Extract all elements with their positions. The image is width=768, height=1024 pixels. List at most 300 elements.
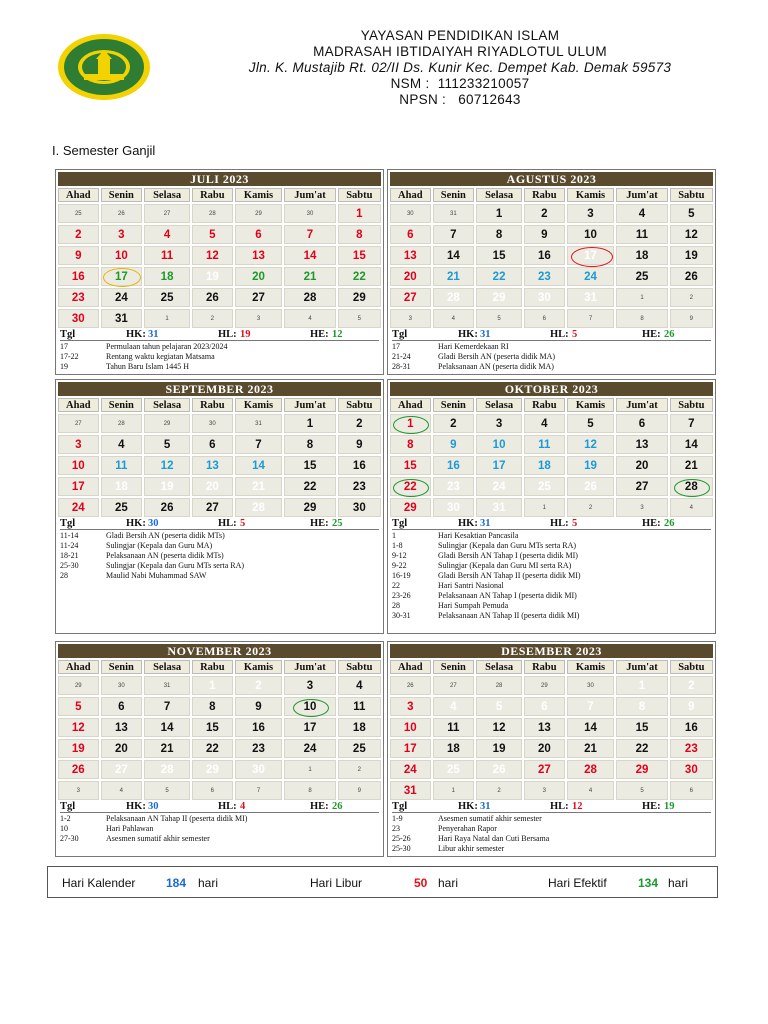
- day-cell: 14: [670, 435, 713, 454]
- month-notes: [56, 530, 383, 581]
- day-cell: 4: [101, 435, 143, 454]
- day-cell: 23: [235, 739, 283, 758]
- note-date: 10: [60, 824, 68, 833]
- week-row: [390, 498, 713, 517]
- day-cell: 30: [670, 760, 713, 779]
- note-text: Gladi Bersih AN (peserta didik MA): [438, 352, 556, 361]
- day-cell: 21: [144, 739, 190, 758]
- hk-value: 31: [148, 329, 159, 340]
- week-row: [390, 267, 713, 286]
- day-cell: 18: [101, 477, 143, 496]
- month-stats: [392, 519, 711, 530]
- day-cell: 3: [58, 781, 99, 800]
- month-stats: [392, 330, 711, 341]
- hl-value: 4: [240, 801, 246, 812]
- day-cell: 4: [433, 309, 475, 328]
- note-item: [392, 551, 711, 561]
- holidays-label: Hari Libur: [310, 876, 363, 890]
- note-item: [60, 834, 379, 844]
- day-cell: 26: [58, 760, 99, 779]
- note-text: Pelaksanaan AN (peserta didik MA): [438, 362, 554, 371]
- effective-days-label: Hari Efektif: [548, 876, 607, 890]
- weekday-header: Selasa: [144, 660, 190, 674]
- day-cell: 5: [567, 414, 615, 433]
- weekday-header: Rabu: [192, 398, 233, 412]
- week-row: [390, 739, 713, 758]
- day-cell: 26: [670, 267, 713, 286]
- note-item: [392, 844, 711, 854]
- day-cell: 20: [524, 739, 565, 758]
- he-label: HE:: [642, 801, 661, 812]
- day-cell: 22: [338, 267, 381, 286]
- day-cell: 4: [284, 309, 335, 328]
- day-cell: 28: [284, 288, 335, 307]
- weekday-header: Ahad: [390, 398, 431, 412]
- day-cell: 12: [567, 435, 615, 454]
- month-title: AGUSTUS 2023: [390, 172, 713, 186]
- day-cell: 2: [338, 414, 381, 433]
- day-cell: 14: [433, 246, 475, 265]
- note-item: [392, 352, 711, 362]
- he-label: HE:: [642, 329, 661, 340]
- effective-days-unit: hari: [668, 876, 689, 890]
- day-cell: 19: [670, 246, 713, 265]
- hl-value: 5: [572, 329, 578, 340]
- week-row: [58, 225, 381, 244]
- day-cell: 24: [567, 267, 615, 286]
- day-cell: 15: [192, 718, 233, 737]
- weekday-header: Senin: [101, 188, 143, 202]
- month-notes: [56, 341, 383, 372]
- week-row: [390, 309, 713, 328]
- day-cell: 29: [338, 288, 381, 307]
- week-row: [390, 697, 713, 716]
- month-stats: [60, 519, 379, 530]
- day-cell: 20: [192, 477, 233, 496]
- day-cell: 11: [101, 456, 143, 475]
- day-cell: 15: [616, 718, 667, 737]
- day-cell: 12: [58, 718, 99, 737]
- month-title: JULI 2023: [58, 172, 381, 186]
- hk-label: HK:: [126, 801, 146, 812]
- note-item: [60, 541, 379, 551]
- school-logo-icon: [56, 32, 152, 102]
- day-cell: 7: [144, 697, 190, 716]
- day-cell: 11: [616, 225, 667, 244]
- day-cell: 1: [476, 204, 522, 223]
- month-panel: [55, 379, 384, 634]
- day-cell: 18: [524, 456, 565, 475]
- day-cell: 16: [338, 456, 381, 475]
- day-cell: 6: [524, 309, 565, 328]
- day-cell: 3: [616, 498, 667, 517]
- note-date: 1-8: [392, 541, 403, 550]
- day-cell: 29: [284, 498, 335, 517]
- note-item: [392, 561, 711, 571]
- day-cell: 31: [235, 414, 283, 433]
- day-cell: 19: [58, 739, 99, 758]
- note-text: Hari Raya Natal dan Cuti Bersama: [438, 834, 550, 843]
- week-row: [390, 718, 713, 737]
- weekday-header: Sabtu: [670, 398, 713, 412]
- day-cell: 1: [284, 414, 335, 433]
- day-cell: 5: [476, 309, 522, 328]
- day-cell: 27: [101, 760, 143, 779]
- weekday-header: Selasa: [476, 660, 522, 674]
- day-cell: 29: [144, 414, 190, 433]
- day-cell: 9: [338, 435, 381, 454]
- week-row: [58, 267, 381, 286]
- weekday-header: Senin: [433, 188, 475, 202]
- day-cell: 14: [144, 718, 190, 737]
- note-text: Pelaksanaan AN (peserta didik MTs): [106, 551, 224, 560]
- weekday-row: [58, 398, 381, 412]
- note-text: Sulingjar (Kepala dan Guru MI serta RA): [438, 561, 572, 570]
- week-row: [58, 414, 381, 433]
- day-cell: 26: [567, 477, 615, 496]
- day-cell: 30: [192, 414, 233, 433]
- week-row: [390, 456, 713, 475]
- note-date: 11-14: [60, 531, 79, 540]
- note-item: [60, 571, 379, 581]
- weekday-header: Kamis: [567, 398, 615, 412]
- month-title: OKTOBER 2023: [390, 382, 713, 396]
- day-cell: 31: [476, 498, 522, 517]
- note-item: [392, 591, 711, 601]
- day-cell: 11: [524, 435, 565, 454]
- day-cell: 13: [235, 246, 283, 265]
- week-row: [390, 288, 713, 307]
- hk-label: HK:: [458, 329, 478, 340]
- day-cell: 13: [616, 435, 667, 454]
- weekday-header: Jum'at: [616, 398, 667, 412]
- day-cell: 14: [235, 456, 283, 475]
- day-cell: 26: [101, 204, 143, 223]
- day-cell: 27: [235, 288, 283, 307]
- day-cell: 14: [284, 246, 335, 265]
- day-cell: 5: [616, 781, 667, 800]
- note-date: 30-31: [392, 611, 411, 620]
- day-cell: 7: [567, 309, 615, 328]
- day-cell: 10: [58, 456, 99, 475]
- note-text: Hari Santri Nasional: [438, 581, 504, 590]
- day-cell: 13: [524, 718, 565, 737]
- note-date: 22: [392, 581, 400, 590]
- weekday-header: Jum'at: [284, 660, 335, 674]
- note-item: [60, 352, 379, 362]
- day-cell: 22: [192, 739, 233, 758]
- day-cell: 23: [58, 288, 99, 307]
- hk-value: 30: [148, 801, 159, 812]
- day-cell: 8: [390, 435, 431, 454]
- day-cell: 8: [284, 435, 335, 454]
- day-cell: 24: [390, 760, 431, 779]
- note-text: Sulingjar (Kepala dan Guru MTs serta RA): [438, 541, 577, 550]
- day-cell: 22: [616, 739, 667, 758]
- day-cell: 28: [101, 414, 143, 433]
- day-cell: 20: [101, 739, 143, 758]
- day-cell: 6: [616, 414, 667, 433]
- weekday-header: Ahad: [58, 660, 99, 674]
- note-date: 23: [392, 824, 400, 833]
- day-cell: 23: [338, 477, 381, 496]
- day-cell: 17: [58, 477, 99, 496]
- day-cell: 20: [390, 267, 431, 286]
- day-cell: 6: [670, 781, 713, 800]
- week-row: [390, 204, 713, 223]
- note-text: Sulingjar (Kepala dan Guru MA): [106, 541, 213, 550]
- day-cell: 27: [616, 477, 667, 496]
- weekday-header: Senin: [433, 398, 475, 412]
- week-row: [58, 435, 381, 454]
- day-cell: 30: [284, 204, 335, 223]
- note-item: [392, 824, 711, 834]
- weekday-header: Selasa: [144, 188, 190, 202]
- weekday-header: Sabtu: [338, 188, 381, 202]
- he-value: 26: [664, 518, 675, 529]
- day-cell: 9: [433, 435, 475, 454]
- weekday-header: Sabtu: [670, 660, 713, 674]
- weekday-row: [390, 188, 713, 202]
- day-cell: 20: [235, 267, 283, 286]
- day-cell: 5: [338, 309, 381, 328]
- note-item: [392, 581, 711, 591]
- note-text: Maulid Nabi Muhammad SAW: [106, 571, 207, 580]
- letterhead: [0, 0, 768, 115]
- day-cell: 23: [670, 739, 713, 758]
- month-grid: [388, 186, 715, 330]
- day-cell: 10: [101, 246, 143, 265]
- day-cell: 31: [390, 781, 431, 800]
- school-address: Jln. K. Mustajib Rt. 02/II Ds. Kunir Kec. Dempet Kab. Demak 59573: [248, 60, 672, 75]
- note-text: Pelaksanaan AN Tahap II (peserta didik MI): [106, 814, 248, 823]
- hk-label: HK:: [126, 518, 146, 529]
- day-cell: 8: [338, 225, 381, 244]
- note-item: [392, 362, 711, 372]
- day-cell: 21: [670, 456, 713, 475]
- day-cell: 7: [670, 414, 713, 433]
- day-cell: 15: [284, 456, 335, 475]
- week-row: [58, 697, 381, 716]
- hl-value: 12: [572, 801, 583, 812]
- day-cell: 25: [433, 760, 475, 779]
- week-row: [390, 435, 713, 454]
- note-text: Rentang waktu kegiatan Matsama: [106, 352, 215, 361]
- day-cell: 6: [192, 435, 233, 454]
- weekday-header: Kamis: [567, 188, 615, 202]
- day-cell: 31: [101, 309, 143, 328]
- day-cell: 21: [284, 267, 335, 286]
- weekday-header: Selasa: [144, 398, 190, 412]
- npsn-value: 60712643: [458, 92, 521, 107]
- week-row: [58, 288, 381, 307]
- holidays-unit: hari: [438, 876, 459, 890]
- day-cell: 28: [433, 288, 475, 307]
- note-text: Penyerahan Rapor: [438, 824, 497, 833]
- day-cell: 18: [433, 739, 475, 758]
- he-label: HE:: [310, 329, 329, 340]
- day-cell: 8: [476, 225, 522, 244]
- day-cell: 28: [235, 498, 283, 517]
- hl-label: HL:: [550, 801, 569, 812]
- tgl-label: Tgl: [60, 801, 76, 812]
- week-row: [58, 309, 381, 328]
- day-cell: 29: [616, 760, 667, 779]
- day-cell: 23: [433, 477, 475, 496]
- note-date: 19: [60, 362, 68, 371]
- day-cell: 1: [144, 309, 190, 328]
- day-cell: 2: [235, 676, 283, 695]
- note-date: 16-19: [392, 571, 411, 580]
- day-cell: 31: [433, 204, 475, 223]
- calendar-days-label: Hari Kalender: [62, 876, 136, 890]
- day-cell: 7: [433, 225, 475, 244]
- day-cell: 17: [284, 718, 335, 737]
- day-cell: 1: [284, 760, 335, 779]
- note-date: 1-9: [392, 814, 403, 823]
- tgl-label: Tgl: [392, 329, 408, 340]
- month-notes: [56, 813, 383, 844]
- day-cell: 16: [524, 246, 565, 265]
- day-cell: 7: [235, 781, 283, 800]
- day-cell: 21: [235, 477, 283, 496]
- note-date: 23-26: [392, 591, 411, 600]
- day-cell: 3: [524, 781, 565, 800]
- note-text: Asesmen sumatif akhir semester: [438, 814, 542, 823]
- note-date: 25-26: [392, 834, 411, 843]
- note-item: [60, 551, 379, 561]
- day-cell: 1: [616, 676, 667, 695]
- day-cell: 29: [524, 676, 565, 695]
- week-row: [390, 225, 713, 244]
- day-cell: 29: [390, 498, 431, 517]
- foundation-name: YAYASAN PENDIDIKAN ISLAM: [360, 28, 560, 43]
- day-cell: 30: [433, 498, 475, 517]
- day-cell: 6: [235, 225, 283, 244]
- day-cell: 13: [192, 456, 233, 475]
- month-title: DESEMBER 2023: [390, 644, 713, 658]
- day-cell: 21: [433, 267, 475, 286]
- day-cell: 2: [338, 760, 381, 779]
- note-date: 28-31: [392, 362, 411, 371]
- day-cell: 1: [390, 414, 431, 433]
- day-cell: 30: [58, 309, 99, 328]
- month-panel: [55, 169, 384, 375]
- day-cell: 6: [524, 697, 565, 716]
- day-cell: 4: [567, 781, 615, 800]
- month-grid: [56, 186, 383, 330]
- day-cell: 9: [670, 697, 713, 716]
- note-text: Gladi Bersih AN Tahap I (peserta didik MI): [438, 551, 578, 560]
- weekday-header: Ahad: [390, 660, 431, 674]
- month-panel: [387, 379, 716, 634]
- he-value: 12: [332, 329, 343, 340]
- day-cell: 19: [476, 739, 522, 758]
- note-date: 27-30: [60, 834, 79, 843]
- weekday-header: Ahad: [58, 398, 99, 412]
- day-cell: 28: [567, 760, 615, 779]
- note-text: Permulaan tahun pelajaran 2023/2024: [106, 342, 228, 351]
- note-date: 21-24: [392, 352, 411, 361]
- weekday-header: Jum'at: [616, 188, 667, 202]
- weekday-header: Sabtu: [670, 188, 713, 202]
- week-row: [390, 676, 713, 695]
- day-cell: 25: [58, 204, 99, 223]
- note-item: [392, 342, 711, 352]
- weekday-header: Rabu: [524, 398, 565, 412]
- note-text: Hari Sumpah Pemuda: [438, 601, 509, 610]
- weekday-header: Senin: [433, 660, 475, 674]
- day-cell: 27: [390, 288, 431, 307]
- hl-value: 5: [572, 518, 578, 529]
- he-value: 19: [664, 801, 675, 812]
- day-cell: 10: [567, 225, 615, 244]
- day-cell: 26: [144, 498, 190, 517]
- day-cell: 5: [192, 225, 233, 244]
- day-cell: 9: [338, 781, 381, 800]
- note-text: Hari Pahlawan: [106, 824, 154, 833]
- day-cell: 10: [390, 718, 431, 737]
- day-cell: 27: [524, 760, 565, 779]
- school-name: MADRASAH IBTIDAIYAH RIYADLOTUL ULUM: [313, 44, 607, 59]
- day-cell: 4: [144, 225, 190, 244]
- month-grid: [388, 658, 715, 802]
- day-cell: 29: [58, 676, 99, 695]
- day-cell: 17: [101, 267, 143, 286]
- tgl-label: Tgl: [392, 801, 408, 812]
- hl-label: HL:: [218, 329, 237, 340]
- day-cell: 3: [390, 309, 431, 328]
- he-value: 26: [332, 801, 343, 812]
- month-notes: [388, 341, 715, 372]
- weekday-header: Selasa: [476, 188, 522, 202]
- week-row: [390, 477, 713, 496]
- weekday-header: Jum'at: [284, 188, 335, 202]
- day-cell: 12: [144, 456, 190, 475]
- hk-value: 31: [480, 518, 491, 529]
- he-label: HE:: [310, 801, 329, 812]
- day-cell: 30: [390, 204, 431, 223]
- weekday-row: [58, 660, 381, 674]
- day-cell: 5: [670, 204, 713, 223]
- day-cell: 2: [670, 288, 713, 307]
- note-text: Asesmen sumatif akhir semester: [106, 834, 210, 843]
- day-cell: 12: [476, 718, 522, 737]
- note-text: Sulingjar (Kepala dan Guru MTs serta RA): [106, 561, 245, 570]
- weekday-header: Senin: [101, 660, 143, 674]
- week-row: [58, 739, 381, 758]
- weekday-header: Ahad: [390, 188, 431, 202]
- day-cell: 8: [284, 781, 335, 800]
- day-cell: 3: [284, 676, 335, 695]
- day-cell: 5: [144, 781, 190, 800]
- hk-label: HK:: [458, 801, 478, 812]
- month-stats: [60, 802, 379, 813]
- day-cell: 11: [338, 697, 381, 716]
- day-cell: 27: [192, 498, 233, 517]
- day-cell: 15: [390, 456, 431, 475]
- weekday-header: Kamis: [567, 660, 615, 674]
- day-cell: 16: [670, 718, 713, 737]
- note-text: Tahun Baru Islam 1445 H: [106, 362, 189, 371]
- day-cell: 12: [670, 225, 713, 244]
- day-cell: 25: [524, 477, 565, 496]
- day-cell: 30: [567, 676, 615, 695]
- day-cell: 17: [567, 246, 615, 265]
- note-item: [392, 531, 711, 541]
- note-date: 9-22: [392, 561, 407, 570]
- he-value: 26: [664, 329, 675, 340]
